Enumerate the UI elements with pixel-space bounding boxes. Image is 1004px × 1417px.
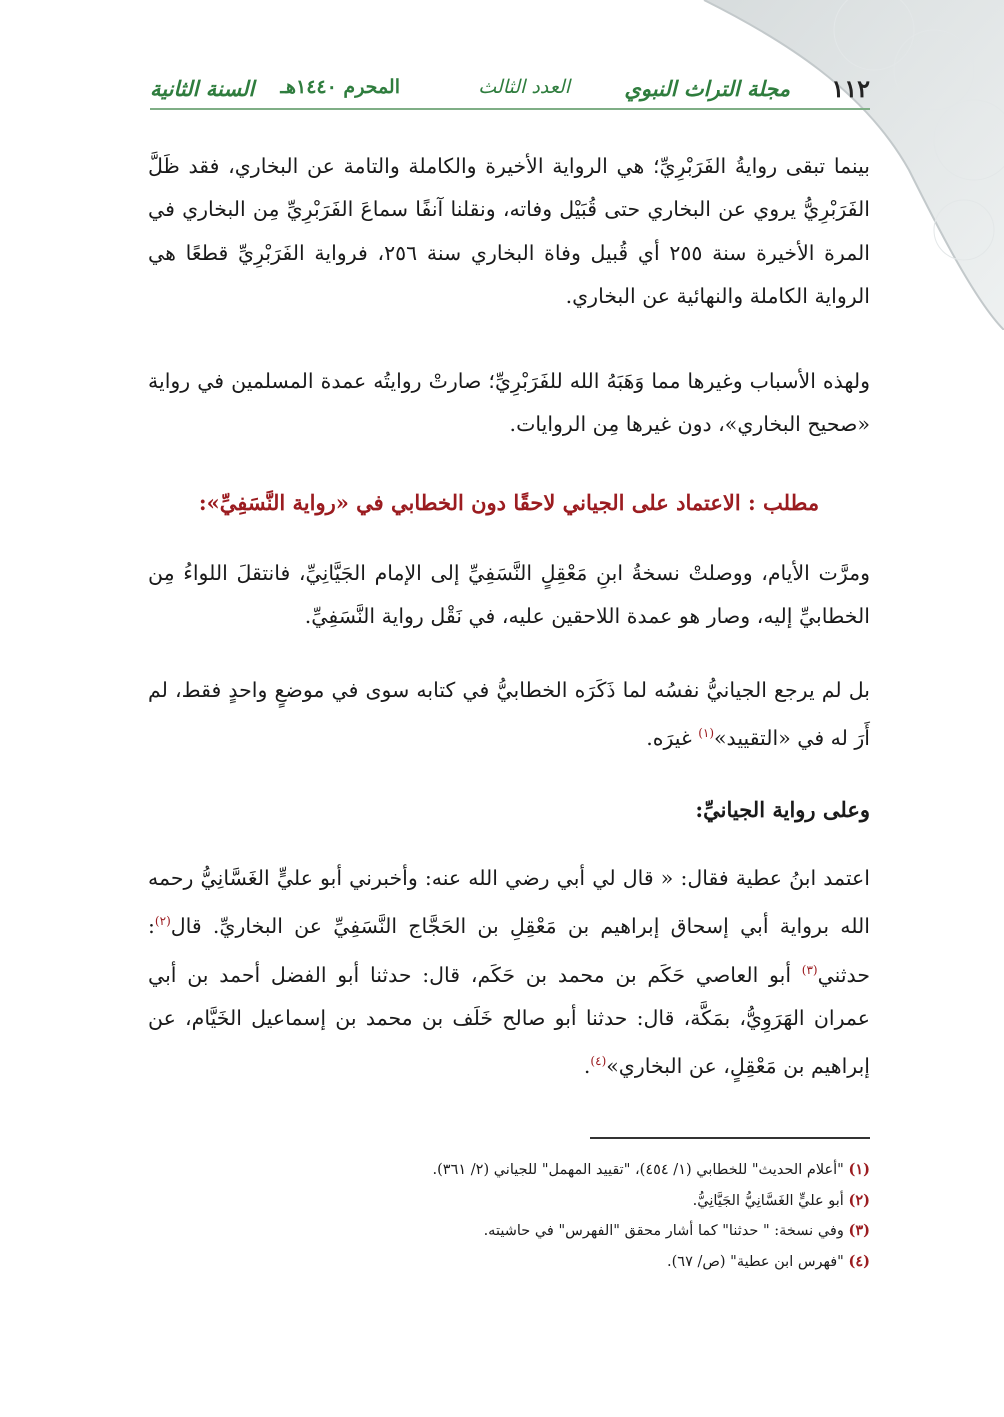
section-heading: مطلب : الاعتماد على الجياني لاحقًا دون الخطابي في «رواية النَّسَفِيِّ»: [198, 490, 820, 515]
paragraph-4-tail: غيرَه. [646, 726, 699, 751]
paragraph-4-text: بل لم يرجع الجيانيُّ نفسُه لما ذَكَرَه الخطابيُّ في كتابه سوى في موضعٍ واحدٍ فقط، لم أَرَ له في «التقييد» [148, 678, 870, 751]
issue-label: العدد الثالث [478, 76, 570, 98]
footnote-number: (٤) [848, 1252, 870, 1270]
footnote-text: "فهرس ابن عطية" (ص/ ٦٧). [667, 1253, 849, 1270]
paragraph-3: ومرَّت الأيام، ووصلتْ نسخةُ ابنِ مَعْقِلٍ النَّسَفِيِّ إلى الإمام الجَيَّانِيِّ، فانتقلَ اللواءُ مِن الخطابيِّ إليه، وصار هو عمدة اللاحقين عليه، في نَقْل رواية النَّسَفِيِّ. [148, 561, 870, 629]
paragraph-4 [148, 669, 870, 761]
paragraph-5 [148, 857, 870, 1088]
page-number: ١١٢ [831, 74, 870, 103]
footnote-number: (١) [848, 1161, 870, 1178]
paragraph-2: ولهذه الأسباب وغيرها مما وَهَبَهُ الله للفَرَبْرِيِّ؛ صارتْ روايتُه عمدة المسلمين في رواية «صحيح البخاري»، دون غيرها مِن الروايات. [148, 369, 870, 437]
footnote-ref-1[interactable]: (١) [698, 726, 715, 741]
paragraph-5-text: اعتمد ابنُ عطية فقال: « قال لي أبي رضي الله عنه: وأخبرني أبو عليٍّ الغَسَّانِيُّ رحمه الله برواية أبي إسحاق إبراهيم بن مَعْقِلِ بن الحَجَّاج النَّسَفِيِّ عن البخاريِّ. قال [148, 866, 870, 939]
footnote-text: وفي نسخة: " حدثنا" كما أشار محقق "الفهرس" في حاشيته. [483, 1223, 849, 1239]
volume-year: السنة الثانية [150, 76, 255, 101]
footnote-text: "أعلام الحديث" للخطابي (١/ ٤٥٤)، "تقييد المهمل" للجياني (٢/ ٣٦١). [432, 1162, 849, 1178]
footnote-number: (٢) [848, 1191, 870, 1209]
footnote-separator [590, 1137, 870, 1139]
paragraph-5-text-3: أبو العاصي حَكَم بن محمد بن حَكَم، قال: حدثنا أبو الفضل أحمد بن أبي عمران الهَرَوِيُّ، بمَكَّة، قال: حدثنا أبو صالح خَلَف بن محمد بن إسماعيل الخَيَّام، عن إبراهيم بن مَعْقِلٍ، عن البخاري» [148, 962, 870, 1079]
footnote-2 [150, 1186, 870, 1217]
footnote-number: (٣) [848, 1222, 870, 1239]
running-header [150, 72, 870, 112]
issue-date: المحرم ١٤٤٠هـ [280, 76, 400, 98]
footnote-4 [150, 1247, 870, 1278]
subheading-jayyani: وعلى رواية الجيانيِّ: [695, 797, 870, 822]
paragraph-5-text-2: : حدثني [148, 914, 870, 987]
paragraph-5-end: . [583, 1054, 591, 1079]
header-rule [150, 108, 870, 110]
footnote-ref-2[interactable]: (٢) [154, 914, 171, 929]
footnote-ref-4[interactable]: (٤) [590, 1054, 607, 1069]
footnotes [150, 1155, 870, 1277]
footnote-text: أبو عليٍّ الغَسَّانِيُّ الجَيَّانِيُّ. [692, 1192, 849, 1209]
footnote-1 [150, 1155, 870, 1186]
footnote-3 [150, 1216, 870, 1247]
footnote-ref-3[interactable]: (٣) [801, 962, 818, 977]
paragraph-1: بينما تبقى روايةُ الفَرَبْرِيِّ؛ هي الرواية الأخيرة والكاملة والتامة عن البخاري، فقد ظَلَّ الفَرَبْرِيُّ يروي عن البخاري حتى قُبَيْل وفاته، ونقلنا آنفًا سماعَ الفَرَبْرِيِّ مِن البخاري في المرة الأخيرة سنة ٢٥٥ أي قُبيل وفاة البخاري سنة ٢٥٦، فرواية الفَرَبْرِيِّ قطعًا هي الرواية الكاملة والنهائية عن البخاري. [148, 154, 870, 308]
journal-title: مجلة التراث النبوي [624, 76, 790, 101]
